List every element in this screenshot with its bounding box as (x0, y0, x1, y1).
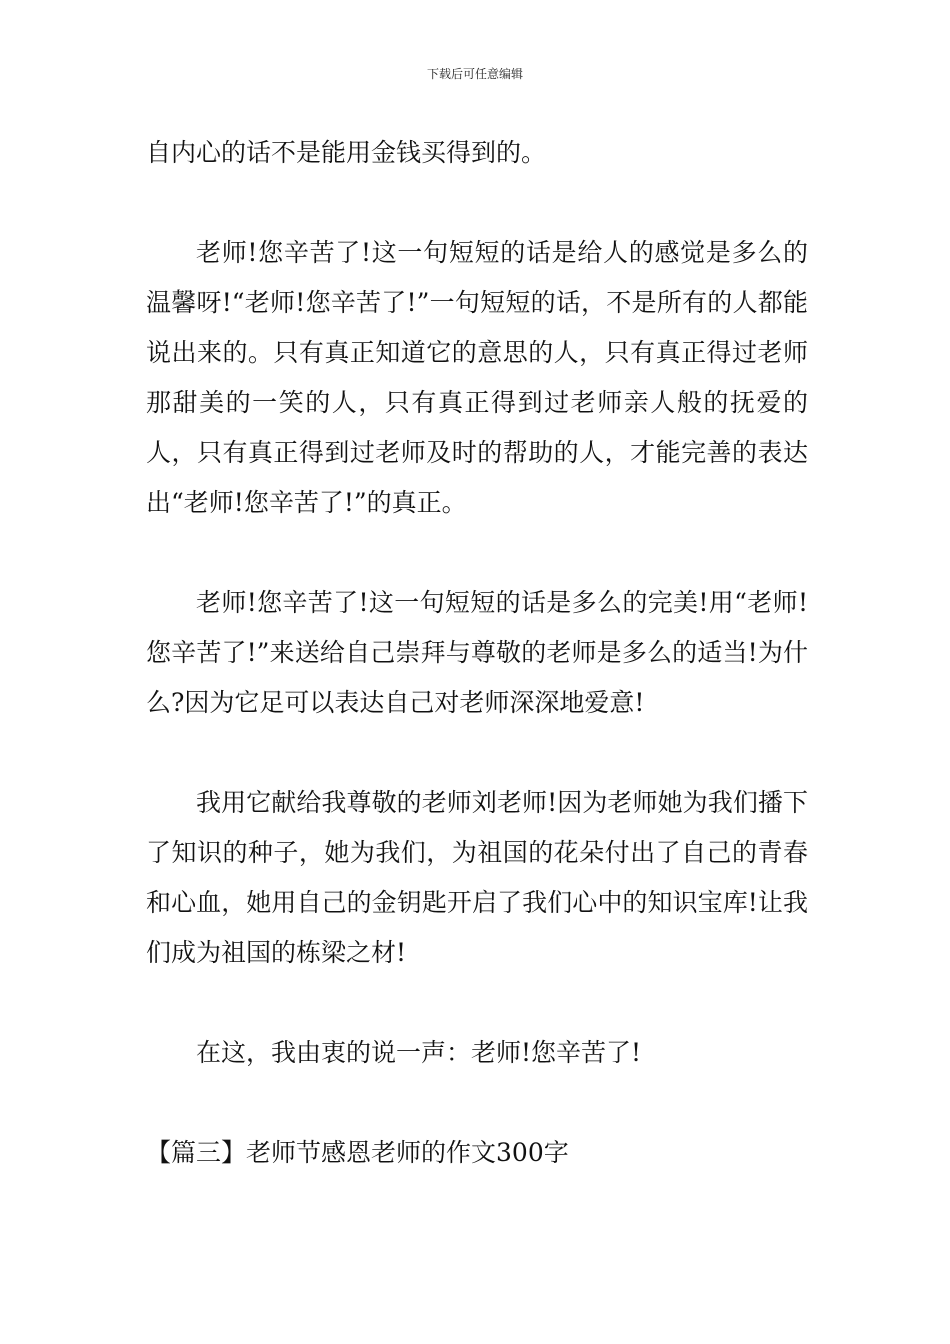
paragraph: 老师!您辛苦了!这一句短短的话是多么的完美!用“老师!您辛苦了!”来送给自己崇拜与尊敬的老师是多么的适当!为什么?因为它足可以表达自己对老师深深地爱意! (146, 588, 808, 717)
document-body (146, 128, 808, 1178)
paragraph: 老师!您辛苦了!这一句短短的话是给人的感觉是多么的温馨呀!“老师!您辛苦了!”一句短短的话，不是所有的人都能说出来的。只有真正知道它的意思的人，只有真正得过老师那甜美的一笑的人，只有真正得到过老师亲人般的抚爱的人，只有真正得到过老师及时的帮助的人，才能完善的表达出“老师!您辛苦了!”的真正。 (146, 238, 808, 517)
section-heading: 【篇三】老师节感恩老师的作文300字 (146, 1138, 569, 1167)
paragraph: 在这，我由衷的说一声：老师!您辛苦了! (196, 1038, 642, 1067)
paragraph: 我用它献给我尊敬的老师刘老师!因为老师她为我们播下了知识的种子，她为我们，为祖国的花朵付出了自己的青春和心血，她用自己的金钥匙开启了我们心中的知识宝库!让我们成为祖国的栋梁之材! (146, 788, 808, 967)
paragraph-continuation: 自内心的话不是能用金钱买得到的。 (146, 138, 547, 167)
page-header-note: 下载后可任意编辑 (426, 67, 523, 81)
